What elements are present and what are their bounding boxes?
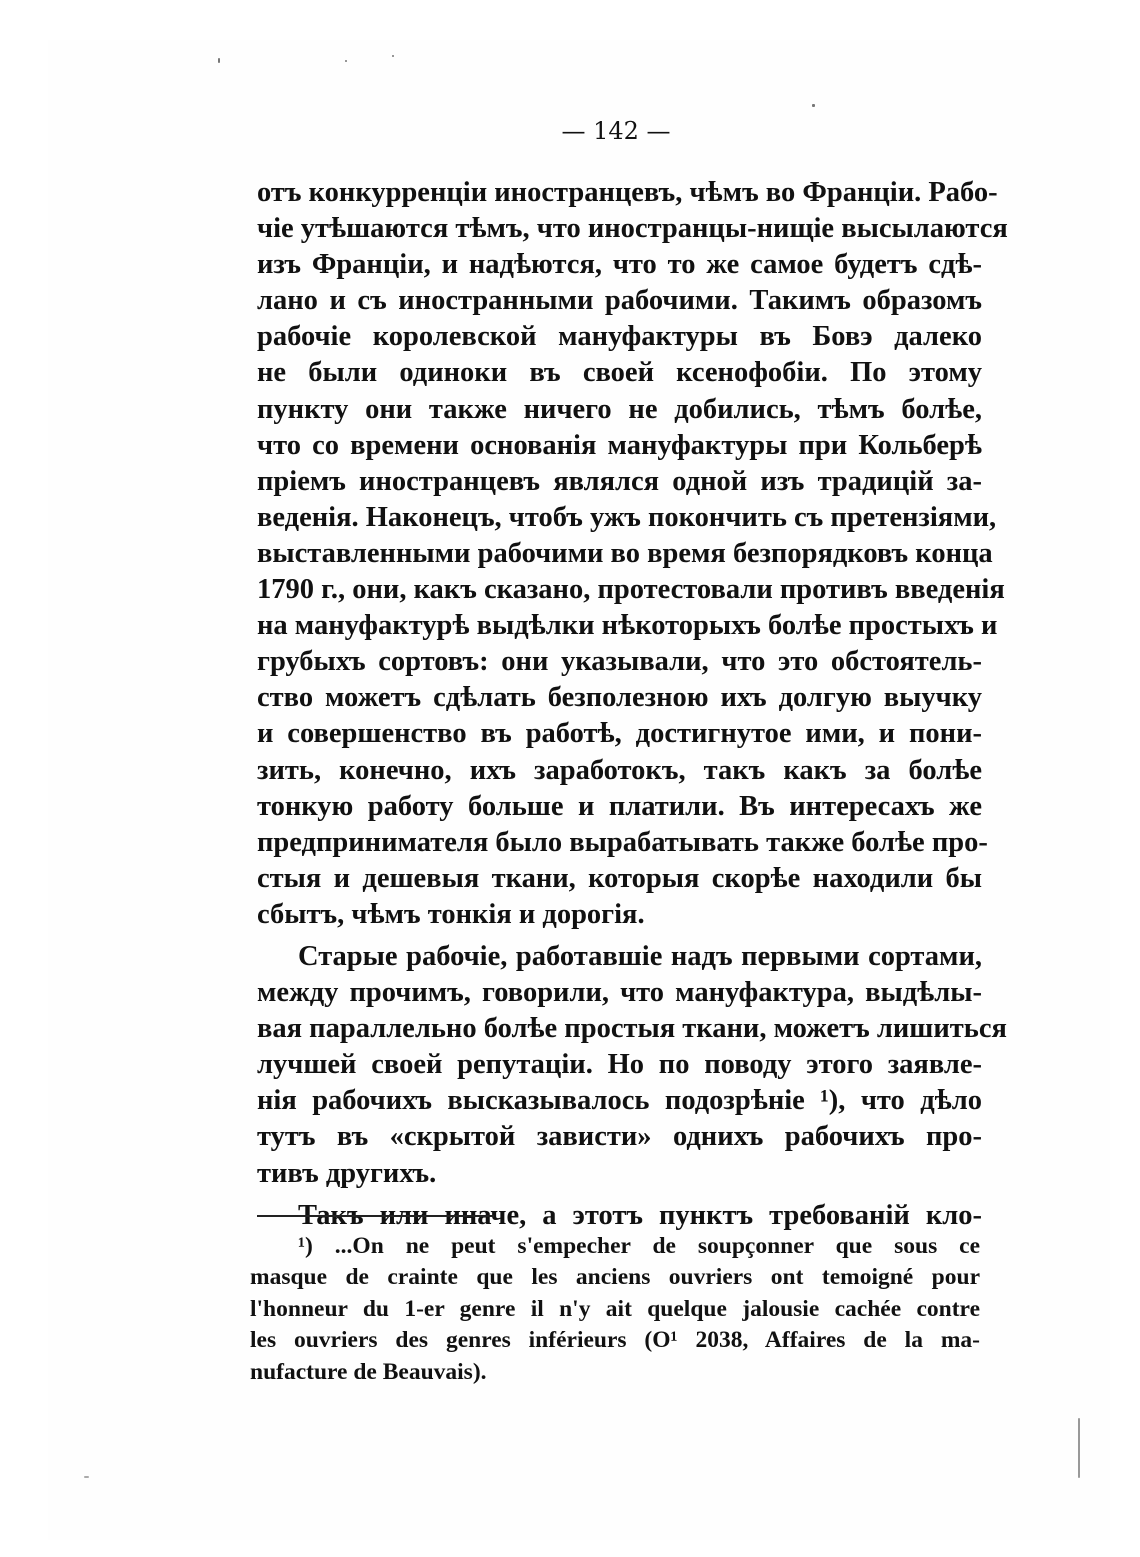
text-line: не были одиноки въ своей ксенофобіи. По этому bbox=[257, 357, 982, 389]
footnote bbox=[250, 1231, 980, 1388]
text-line: пункту они также ничего не добились, тѣмъ болѣе, bbox=[257, 393, 982, 425]
text-line: стыя и дешевыя ткани, которыя скорѣе находили бы bbox=[257, 862, 982, 894]
footnote-divider bbox=[257, 1215, 494, 1217]
text-line: лучшей своей репутаціи. Но по поводу этого заявле- bbox=[257, 1049, 982, 1081]
page-number: — 142 — bbox=[561, 117, 671, 145]
text-line: тонкую работу больше и платили. Въ интересахъ же bbox=[257, 790, 982, 822]
scan-speck bbox=[218, 58, 220, 63]
text-line: чіе утѣшаются тѣмъ, что иностранцы-нищіе высылаются bbox=[257, 213, 1008, 245]
text-line: нія рабочихъ высказывалось подозрѣніе ¹), что дѣло bbox=[257, 1085, 982, 1117]
scan-speck bbox=[812, 104, 815, 107]
text-line: выставленными рабочими во время безпорядковъ конца bbox=[257, 537, 993, 569]
footnote-line: nufacture de Beauvais). bbox=[250, 1358, 487, 1385]
scan-speck bbox=[345, 60, 347, 62]
text-line: между прочимъ, говорили, что мануфактура, выдѣлы- bbox=[257, 977, 982, 1009]
footnote-line: ¹) ...On ne peut s'empecher de soupçonner que sous ce bbox=[298, 1233, 980, 1259]
text-line: Такъ или иначе, а этотъ пунктъ требованій кло- bbox=[298, 1199, 982, 1231]
text-line: на мануфактурѣ выдѣлки нѣкоторыхъ болѣе простыхъ и bbox=[257, 610, 998, 642]
text-line: отъ конкурренціи иностранцевъ, чѣмъ во Франціи. Рабо- bbox=[257, 177, 998, 208]
text-line: пріемъ иностранцевъ являлся одной изъ традицій за- bbox=[257, 465, 982, 497]
footnote-line: masque de crainte que les anciens ouvriers ont temoigné pour bbox=[250, 1264, 980, 1291]
text-line: зить, конечно, ихъ заработокъ, такъ какъ за болѣе bbox=[257, 754, 982, 786]
text-line: тивъ другихъ. bbox=[257, 1157, 437, 1189]
scan-speck bbox=[84, 1476, 89, 1478]
text-line: 1790 г., они, какъ сказано, протестовали противъ введенія bbox=[257, 574, 1005, 606]
footnote-line: les ouvriers des genres inférieurs (O¹ 2038, Affaires de la ma- bbox=[250, 1327, 980, 1354]
text-line: ство можетъ сдѣлать безполезною ихъ долгую выучку bbox=[257, 682, 982, 714]
text-line: что со времени основанія мануфактуры при Кольберѣ bbox=[257, 429, 982, 461]
text-line: тутъ въ «скрытой зависти» однихъ рабочихъ про- bbox=[257, 1121, 982, 1153]
text-line: рабочіе королевской мануфактуры въ Бовэ далеко bbox=[257, 321, 982, 353]
text-line: предпринимателя было вырабатывать также болѣе про- bbox=[257, 826, 988, 858]
scan-speck bbox=[392, 55, 394, 57]
footnote-line: l'honneur du 1-er genre il n'y ait quelque jalousie cachée contre bbox=[250, 1295, 980, 1322]
text-line: лано и съ иностранными рабочими. Такимъ образомъ bbox=[257, 285, 982, 317]
text-line: изъ Франціи, и надѣются, что то же самое будетъ сдѣ- bbox=[257, 249, 982, 281]
text-line: вая параллельно болѣе простыя ткани, можетъ лишиться bbox=[257, 1013, 1007, 1045]
body-text bbox=[257, 175, 1008, 1234]
scan-speck bbox=[1078, 1418, 1080, 1478]
text-line: грубыхъ сортовъ: они указывали, что это обстоятель- bbox=[257, 646, 982, 678]
text-line: и совершенство въ работѣ, достигнутое ими, и пони- bbox=[257, 718, 982, 750]
text-line: сбытъ, чѣмъ тонкія и дорогія. bbox=[257, 898, 645, 930]
text-line: Старые рабочіе, работавшіе надъ первыми сортами, bbox=[298, 940, 982, 972]
text-line: веденія. Наконецъ, чтобъ ужъ покончить съ претензіями, bbox=[257, 501, 997, 533]
